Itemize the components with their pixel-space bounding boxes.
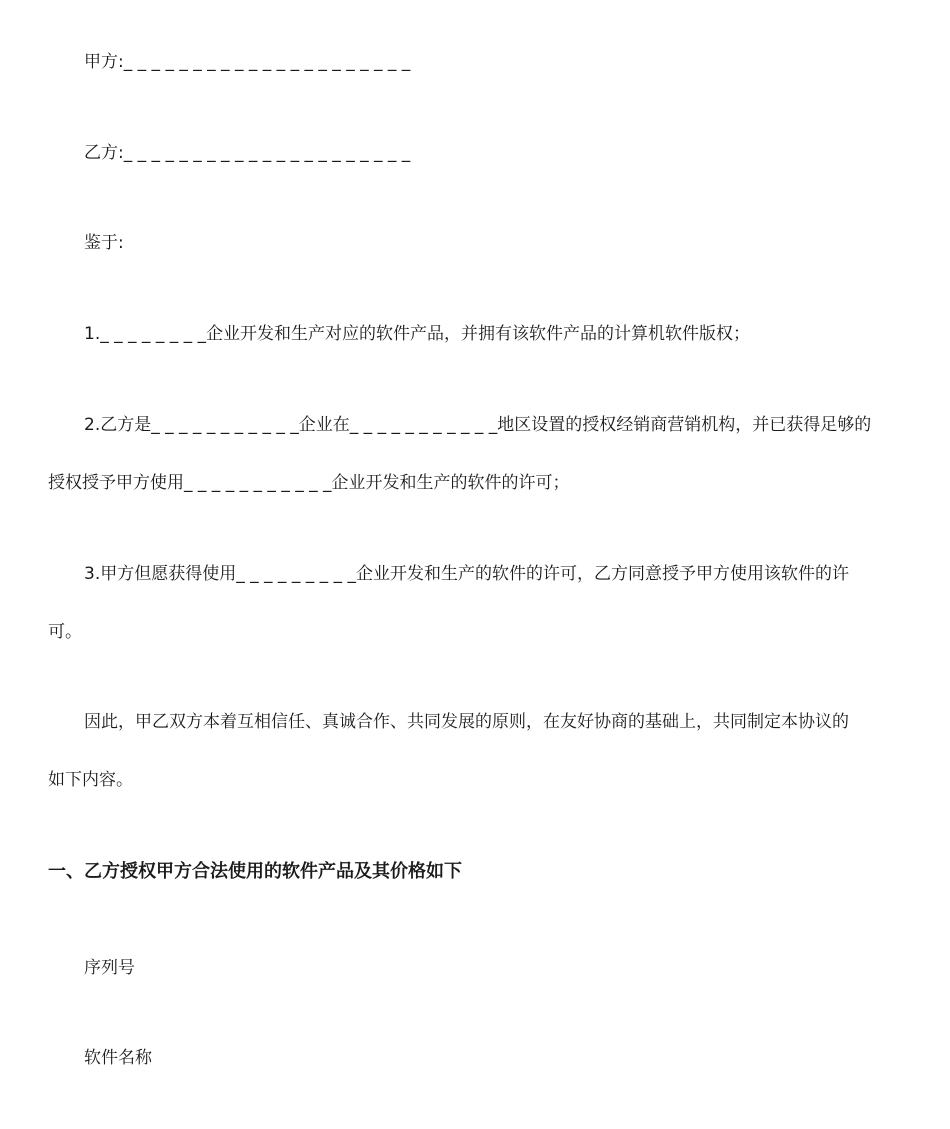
clause-3-line-1: 3.甲方但愿获得使用_ _ _ _ _ _ _ _ _企业开发和生产的软件的许可，乙方同意授予甲方使用该软件的许: [84, 564, 849, 584]
therefore-line-1: 因此，甲乙双方本着互相信任、真诚合作、共同发展的原则，在友好协商的基础上，共同制定本协议的: [84, 712, 849, 732]
clause-1: 1._ _ _ _ _ _ _ _企业开发和生产对应的软件产品，并拥有该软件产品的计算机软件版权；: [84, 324, 751, 344]
section-1-heading: 一、乙方授权甲方合法使用的软件产品及其价格如下: [48, 861, 462, 882]
party-b-line: 乙方:_ _ _ _ _ _ _ _ _ _ _ _ _ _ _ _ _ _ _ _ _: [84, 143, 411, 163]
party-a-line: 甲方:_ _ _ _ _ _ _ _ _ _ _ _ _ _ _ _ _ _ _ _ _: [84, 52, 411, 72]
field-serial-number: 序列号: [84, 958, 135, 978]
therefore-line-2: 如下内容。: [48, 770, 133, 790]
clause-2-line-2: 授权授予甲方使用_ _ _ _ _ _ _ _ _ _ _企业开发和生产的软件的许可；: [48, 473, 570, 493]
clause-2-line-1: 2.乙方是_ _ _ _ _ _ _ _ _ _ _企业在_ _ _ _ _ _ _ _ _ _ _地区设置的授权经销商营销机构，并已获得足够的: [84, 415, 872, 435]
whereas-label: 鉴于:: [84, 233, 124, 253]
field-software-name: 软件名称: [84, 1048, 152, 1068]
clause-3-line-2: 可。: [48, 622, 82, 642]
